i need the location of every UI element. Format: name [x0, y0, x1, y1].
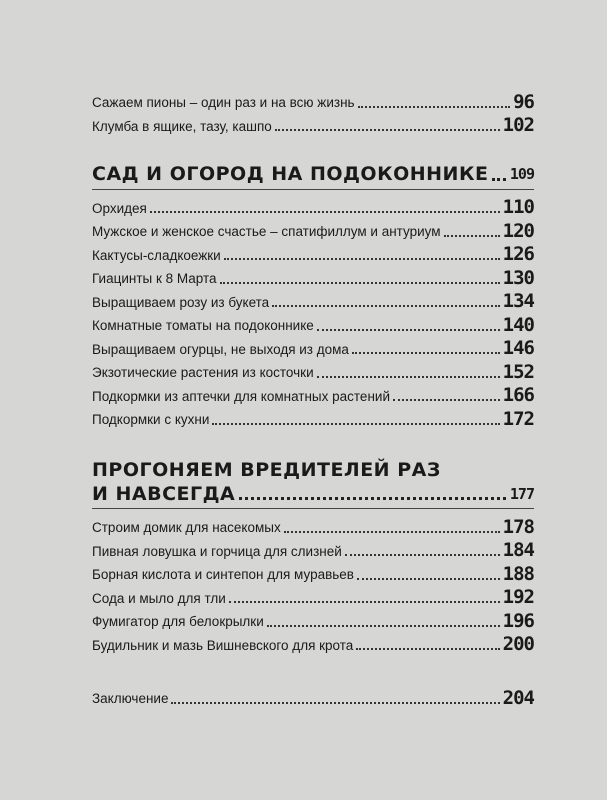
toc-entry[interactable]	[92, 311, 534, 335]
toc-entry-title: Фумигатор для белокрылки	[92, 614, 264, 630]
toc-entry-page: 188	[502, 562, 534, 585]
toc-entry-page: 110	[502, 196, 534, 219]
toc-entry-page: 204	[502, 686, 534, 709]
toc-entry-page: 146	[502, 337, 534, 360]
toc-entry[interactable]	[92, 241, 534, 265]
toc-entry-title: Выращиваем огурцы, не выходя из дома	[92, 341, 349, 357]
leader-dots	[345, 554, 500, 556]
toc-entry-page: 192	[502, 586, 534, 609]
toc-entry-title: Мужское и женское счастье – спатифиллум и антуриум	[92, 224, 441, 240]
leader-dots	[358, 106, 511, 108]
toc-entry-page: 140	[502, 313, 534, 336]
toc-entry-title: Борная кислота и синтепон для муравьев	[92, 567, 354, 583]
toc-entry-title: Орхидея	[92, 200, 147, 216]
section-divider	[92, 189, 534, 190]
section-title: САД И ОГОРОД НА ПОДОКОННИКЕ	[92, 163, 489, 185]
section-heading-pests[interactable]	[92, 483, 534, 507]
leader-dots	[444, 235, 500, 237]
toc-entry-page: 196	[502, 609, 534, 632]
toc-entry[interactable]	[92, 513, 534, 537]
leader-dots	[229, 601, 500, 603]
toc-entry-title: Строим домик для насекомых	[92, 520, 281, 536]
leader-dots	[284, 531, 500, 533]
toc-entry[interactable]	[92, 405, 534, 429]
toc-entry-title: Экзотические растения из косточки	[92, 365, 314, 381]
toc-entry[interactable]	[92, 112, 534, 136]
leader-dots	[492, 178, 505, 181]
toc-entry[interactable]	[92, 584, 534, 608]
toc-entry-title: Выращиваем розу из букета	[92, 294, 270, 310]
toc-entry-page: 178	[502, 515, 534, 538]
toc-entry[interactable]	[92, 382, 534, 406]
leader-dots	[220, 282, 500, 284]
leader-dots	[239, 497, 506, 500]
leader-dots	[267, 625, 500, 627]
section-page: 109	[509, 165, 534, 183]
toc-entry[interactable]	[92, 288, 534, 312]
toc-entry-page: 200	[502, 633, 534, 656]
leader-dots	[317, 376, 500, 378]
section-title-line2: И НАВСЕГДА	[92, 482, 236, 505]
toc-entry-page: 102	[502, 114, 534, 136]
leader-dots	[275, 129, 500, 131]
toc-entry-title: Комнатные томаты на подоконнике	[92, 318, 314, 334]
toc-entry[interactable]	[92, 217, 534, 241]
toc-entry-title: Будильник и мазь Вишневского для крота	[92, 637, 354, 653]
toc-entry-page: 96	[513, 90, 534, 113]
toc-entry[interactable]	[92, 607, 534, 631]
leader-dots	[150, 211, 500, 213]
table-of-contents	[92, 88, 534, 708]
leader-dots	[393, 399, 500, 401]
toc-entry-title: Кактусы-сладкоежки	[92, 247, 221, 263]
leader-dots	[171, 702, 499, 704]
leader-dots	[272, 305, 500, 307]
leader-dots	[357, 578, 500, 580]
leader-dots	[317, 329, 500, 331]
toc-entry[interactable]	[92, 264, 534, 288]
toc-entry-page: 152	[502, 360, 534, 383]
toc-entry[interactable]	[92, 560, 534, 584]
section-heading-garden[interactable]	[92, 163, 534, 187]
leader-dots	[352, 352, 500, 354]
leader-dots	[212, 423, 499, 425]
toc-entry[interactable]	[92, 631, 534, 655]
toc-entry-title: Клумба в ящике, тазу, кашпо	[92, 118, 272, 134]
section-page: 177	[509, 484, 534, 503]
toc-entry[interactable]	[92, 194, 534, 218]
toc-entry-page: 172	[502, 407, 534, 430]
toc-entry-title: Подкормки с кухни	[92, 412, 210, 428]
toc-entry-page: 184	[502, 539, 534, 562]
toc-entry[interactable]	[92, 358, 534, 382]
toc-entry-title: Подкормки из аптечки для комнатных растений	[92, 388, 390, 404]
section-title-line1[interactable]: ПРОГОНЯЕМ ВРЕДИТЕЛЕЙ РАЗ	[92, 458, 441, 481]
toc-entry-title: Гиацинты к 8 Марта	[92, 271, 217, 287]
toc-entry-page: 130	[502, 266, 534, 289]
toc-entry-title: Сажаем пионы – один раз и на всю жизнь	[92, 95, 355, 110]
section-divider	[92, 508, 534, 509]
leader-dots	[356, 648, 499, 650]
toc-entry[interactable]	[92, 88, 534, 112]
toc-entry[interactable]	[92, 335, 534, 359]
leader-dots	[224, 258, 500, 260]
toc-entry-title: Пивная ловушка и горчица для слизней	[92, 543, 342, 559]
toc-entry-page: 126	[502, 243, 534, 266]
toc-entry-page: 166	[502, 384, 534, 407]
toc-entry-conclusion[interactable]	[92, 684, 534, 708]
toc-entry-page: 134	[502, 290, 534, 313]
toc-entry[interactable]	[92, 537, 534, 561]
toc-entry-page: 120	[502, 219, 534, 242]
toc-entry-title: Заключение	[92, 691, 169, 707]
toc-entry-title: Сода и мыло для тли	[92, 590, 226, 606]
